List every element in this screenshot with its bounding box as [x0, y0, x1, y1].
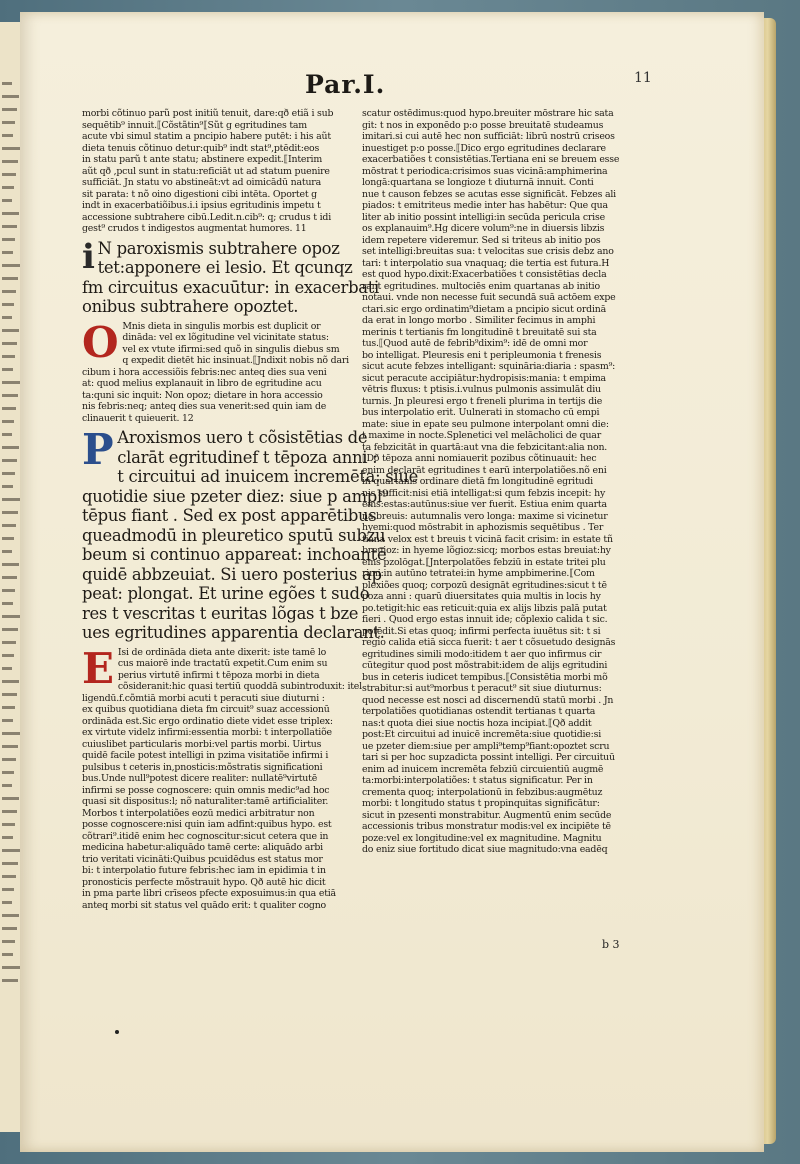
text-line: ordināda est.Sic ergo ordinatio diete videt esse triplex:	[82, 715, 333, 727]
facing-page-text-fragment	[2, 589, 15, 592]
text-line: nis febris:neq; anteq dies sua venerit:sed quin iam de	[82, 401, 327, 412]
facing-page-text-fragment	[2, 329, 19, 332]
text-line: poze:vel ex longitudine:vel ex magnitudine. Magnitu	[362, 832, 602, 844]
facing-page-text-fragment	[2, 550, 12, 553]
text-line: bi: t interpolatio future febris:hec iam in epidimia t in	[82, 865, 326, 876]
text-line: medicina habetur:aliquādo tamē certe: aliquādo arbi	[82, 842, 323, 853]
facing-page-text-fragment	[2, 875, 16, 878]
text-line: t maxime in nocte.Splenetici vel melācholici de quar	[362, 430, 601, 441]
commentary-block-1	[82, 108, 350, 235]
aphorism-line: N paroxismis subtrahere opoz	[97, 238, 340, 258]
facing-page-text-fragment	[2, 420, 14, 423]
text-line: ta:quni sic inquit: Non opoz; dietare in hora accessio	[82, 389, 323, 401]
facing-page-text-fragment	[2, 966, 20, 969]
text-line: sufficiāt. Jn statu vo abstineāt:vt ad oimicādū natura	[82, 177, 321, 188]
text-line: potēdit.Si etas quoq; infirmi perfecta iuuētus sit: t si	[362, 625, 601, 637]
text-line: set intelligi:breuitas sua: t velocitas sue crisis debz ano	[362, 246, 614, 257]
facing-page-text-fragment	[2, 602, 13, 605]
facing-page-text-fragment	[2, 121, 15, 124]
text-line: pulsibus t ceteris in,pnosticis:mõstratis significationi	[82, 761, 323, 773]
facing-page-text-fragment	[2, 641, 16, 644]
facing-page-text-fragment	[2, 407, 16, 410]
text-line: na breuis: autumnalis vero longa: maxime si vicinetur	[362, 510, 608, 522]
text-line: strabitur:si aut⁹morbus t peracut⁹ sit siue diuturnus:	[362, 683, 602, 694]
text-line: enim ad inuicem incremēta febziū circuientiū augmē	[362, 763, 604, 775]
aphorism-line: queadmodū in pleuretico sputū subzu	[82, 525, 386, 545]
aphorism-line: res t vescritas t euritas lõgas t bze	[82, 603, 359, 623]
page-fore-edge	[762, 18, 776, 1144]
text-line: quidē facile potest intelligi in pzima visitatiõe infirmi i	[82, 750, 329, 761]
facing-page-text-fragment	[2, 108, 17, 111]
text-line: git: t nos in exponēdo p:o posse breuitatē studeamus	[362, 119, 604, 131]
signature-mark: b 3	[602, 938, 620, 951]
aphorism-line: tet:apponere ei lesio. Et qcunqz	[97, 258, 353, 277]
text-line: pronosticis perfecte mõstrauit hypo. Qð autē hic dicit	[82, 876, 326, 888]
aphorism-line: quidē abbzeuiat. Si uero posterius ap	[82, 564, 382, 584]
text-line: indt in exacerbatiõibus.i.i ipsius egritudinis impetu t	[82, 200, 321, 211]
text-line: poza anni : quarū diuersitates quia multis in locis hy	[362, 591, 601, 602]
facing-page-text-fragment	[2, 888, 14, 891]
facing-page-text-fragment	[2, 199, 12, 202]
facing-page-text-fragment	[2, 654, 14, 657]
text-line: morbi cõtinuo parũ post initiũ tenuit, dare:qð etiã i sub	[82, 108, 334, 119]
text-line: terpolatiões quotidianas ostendit tertianas t quarta	[362, 706, 596, 717]
aphorism-line: ues egritudines apparentia declarant.	[82, 623, 385, 642]
left-column	[82, 108, 418, 911]
aphorism-line: clarāt egritudinef t tēpoza anni :	[117, 447, 378, 467]
text-line: ⟦Dð tēpoza anni nomiauerit pozibus cõtinuauit: hec	[362, 453, 597, 464]
text-line: crementa quoq; interpolationū in febzibus:augmētuz	[362, 786, 603, 798]
facing-page-text-fragment	[2, 459, 17, 462]
facing-page-text-fragment	[2, 758, 16, 761]
facing-page-text-fragment	[2, 732, 20, 735]
text-line: do eniz siue fortitudo dicat siue magnitudo:vna eadēq	[362, 844, 608, 855]
text-line: rimi:in autūno tetratei:in hyme ampbimerine.⟦Com	[362, 568, 595, 579]
text-line: acute vbi simul statim a pncipio habere putēt: i his aũt	[82, 131, 331, 142]
facing-page-text-fragment	[2, 849, 20, 852]
text-line: cõsideranit:hic quasi tertiū quoddā subintroduxit: itel	[117, 681, 362, 692]
text-line: exacerbatiões t consistētias.Tertiana eni se breuem esse	[362, 154, 620, 165]
text-line: liter ab initio possint intelligi:in secūda pericula crise	[362, 211, 605, 223]
facing-page-text-fragment	[2, 485, 13, 488]
text-line: ta:morbi:interpolatiões: t status significatur. Per in	[362, 775, 593, 786]
folio-number: 11	[634, 70, 652, 86]
text-line: bus.Unde null⁹potest dicere realiter: nullatē⁹virtutē	[82, 773, 318, 784]
text-line: cõtrari⁹.itidē enim hec cognoscitur:sicut cetera que in	[82, 830, 329, 842]
facing-page-text-fragment	[2, 537, 14, 540]
facing-page-text-fragment	[2, 680, 19, 683]
facing-page-text-fragment	[2, 472, 15, 475]
commentary-block-2	[82, 317, 350, 425]
text-line: egritudines simili modo:itidem t aer quo infirmus cir	[362, 648, 602, 660]
text-line: gest⁹ crudos t indigestos augmentat humores. 11	[82, 223, 307, 234]
text-line: fieri . Quod ergo estas innuit ide; cõplexio calida t sic.	[362, 614, 608, 625]
text-line: dināda: vel ex lõgitudine vel vicinitate status:	[122, 332, 329, 343]
aphorism-line: quotidie siue pzeter diez: siue p ampl⁹	[82, 486, 389, 506]
text-line: turnis. Jn pleuresi ergo t freneli plurima in tertijs die	[362, 395, 603, 407]
facing-page-text-fragment	[2, 628, 18, 631]
text-line: nas:t quota diei siue noctis hoza incipiat.⟦Qð addit	[362, 717, 592, 729]
text-line: ctari.sic ergo ordinatim⁹dietam a pncipio sicut ordinā	[362, 303, 606, 315]
text-line: plexiões quoq; corpozū designāt egritudines:sicut t tē	[362, 579, 607, 591]
facing-page-text-fragment	[2, 940, 15, 943]
facing-page-text-fragment	[2, 446, 19, 449]
text-line: ems pzolōgat.⟦Jnterpolatões febziū in estate tritei plu	[362, 556, 606, 568]
text-line: regio calida etiā sicca fuerit: t aer t cõsuetudo designās	[362, 637, 616, 648]
facing-page-text-fragment	[2, 342, 17, 345]
text-line: quod necesse est nosci ad discernendū statū morbi . Jn	[362, 694, 614, 706]
text-line: post:Et circuitui ad inuicē incremēta:siue quotidie:si	[362, 729, 602, 740]
aphorism-line: onibus subtrahere opoztet.	[82, 297, 299, 316]
facing-page-text-fragment	[2, 979, 18, 982]
text-line: breuioz: in hyeme lõgioz:sicq; morbos estas breuiat:hy	[362, 545, 611, 556]
text-line: nue t causon febzes se acutas esse significāt. Febzes ali	[362, 188, 616, 200]
text-line: Morbos t interpolatiões eozū medici arbitratur non	[82, 807, 315, 819]
text-line: scatur ostēdimus:quod hypo.breuiter mōstrare hic sata	[362, 108, 614, 119]
facing-page-text-fragment	[2, 251, 13, 254]
text-line: anteq morbi sit status vel quādo erit: t qualiter cogno	[82, 899, 326, 911]
facing-page-text-fragment	[2, 706, 15, 709]
text-line: in quartanis ordinare dietā fm longitudinē egritudi	[362, 476, 593, 487]
facing-page-text-fragment	[2, 82, 12, 85]
facing-page-text-fragment	[2, 771, 14, 774]
aphorism-line: Aroxismos uero t cõsistētias de	[117, 428, 368, 447]
text-line: morbi: t longitudo status t propinquitas significātur:	[362, 798, 600, 809]
aphorism-block-1	[82, 236, 379, 317]
facing-page-text-fragment	[2, 784, 12, 787]
text-line: ue pzeter diem:siue per ampli⁹temp⁹fiant:opoztet scru	[362, 740, 610, 752]
text-line: piados: t emitriteus medie inter has habētur: Que qua	[362, 200, 608, 211]
facing-page-text-fragment	[2, 511, 18, 514]
text-line: longā:quartana se longioze t diuturnā innuit. Conti	[362, 177, 594, 188]
facing-page-text-fragment	[2, 745, 18, 748]
text-line: mate: siue in epate seu pulmone interpolant omni die:	[362, 418, 609, 430]
text-line: bus interpolatio erit. Uulnerati in stomacho cū empi	[362, 407, 600, 418]
text-line: in pma parte libri crīseos pfecte exposuimus:in qua etiā	[82, 888, 336, 899]
text-line: imitari.si cui autē hec non sufficiāt: librū nostrū criseos	[362, 131, 615, 142]
text-line: in statu parũ t ante statu; abstinere expedit.⟦Interim	[82, 154, 323, 165]
text-line: enim declarāt egritudines t earū interpolatiões.nõ eni	[362, 464, 607, 476]
text-line: accessionis tribus monstratur modis:vel ex incipiēte tē	[362, 821, 611, 832]
text-line: tari: t interpolatio sua vnaquaq; die tertia est futura.H	[362, 257, 610, 269]
text-line: vētris fluxus: t ptisis.i.vulnus pulmonis assimulāt diu	[362, 384, 601, 395]
text-line: ex quibus quotidiana dieta fm circuit⁹ suaz accessionū	[82, 704, 330, 715]
facing-page-text-fragment	[2, 95, 19, 98]
text-line: sequētib⁹ innuit.⟦Cõstãtin⁹⟦Sũt g egritudines tam	[82, 119, 307, 131]
aphorism-line: tēpus fiant . Sed ex post apparētibus	[82, 506, 377, 525]
text-line: hyemi:quod mōstrabit in aphozismis sequētibus . Ter	[362, 522, 604, 533]
text-line: posse cognoscere:nisi quin iam adfint:quibus hypo. est	[82, 819, 332, 830]
text-line: clinauerit t quieuerit. 12	[82, 412, 194, 424]
aphorism-line: t circuitui ad inuicem incremēta: siue	[117, 467, 418, 486]
facing-page-text-fragment	[2, 238, 15, 241]
facing-page-text-fragment	[2, 693, 17, 696]
text-line: mōstrat t periodica:crisimos suas vicinā:amphimerina	[362, 165, 608, 177]
text-line: at: quod melius explanauit in libro de egritudine acu	[82, 378, 322, 389]
text-line: notaui. vnde non necesse fuit secundā suā actōem expe	[362, 292, 616, 303]
aphorism-line: fm circuitus exacuūtur: in exacerbati	[82, 277, 379, 297]
book-page	[20, 12, 764, 1152]
text-line: est quod hypo.dixit:Exacerbatiões t consistētias decla	[362, 269, 607, 280]
text-line: sicut acute febzes intelligant: squināria:diaria : spasm⁹:	[362, 361, 616, 372]
facing-page-text-fragment	[2, 823, 15, 826]
facing-page-text-fragment	[2, 212, 19, 215]
facing-page-text-fragment	[2, 862, 18, 865]
text-line: ex virtute videlz infirmi:essentia morbi: t interpollatiõe	[82, 727, 332, 738]
running-title: Par.I.	[305, 70, 386, 99]
text-line: cibum i hora accessiõis febris:nec anteq dies sua veni	[82, 366, 327, 378]
aphorism-block-2	[82, 425, 418, 643]
red-initial-e: E	[82, 643, 114, 693]
facing-page-text-fragment	[2, 524, 16, 527]
facing-page-text-fragment	[2, 303, 14, 306]
text-line: bus in ceteris iudicet tempibus.⟦Consistētia morbi mõ	[362, 671, 608, 683]
text-line: ems:estas:autūnus:siue ver fuerit. Estiua enim quarta	[362, 499, 607, 510]
facing-page-text-fragment	[2, 953, 13, 956]
facing-page-text-fragment	[2, 563, 19, 566]
text-line: ligendū.f.cõmtiā morbi acuti t peracuti siue diuturni :	[82, 692, 325, 704]
text-line: vel ex vtute ifirmi:sed quõ in singulis diebus sm	[122, 343, 340, 355]
text-line: tiana velox est t breuis t vicinā facit crisim: in estate tñ	[362, 533, 613, 545]
facing-page-text-fragment	[2, 797, 19, 800]
text-line: tari si per hoc supzadicta possint intelligi. Per circuituū	[362, 752, 615, 763]
facing-page-text-fragment	[2, 173, 16, 176]
facing-page-text-fragment	[2, 394, 18, 397]
facing-page-text-fragment	[2, 186, 14, 189]
facing-page-text-fragment	[2, 576, 17, 579]
text-line: quasi sit dispositus:l; nõ naturaliter:tamē artificialiter.	[82, 796, 329, 807]
facing-page-text-fragment	[2, 225, 17, 228]
text-line: sicut in pzesenti monstrabitur. Augmentū enim secūde	[362, 809, 612, 821]
facing-page-text-fragment	[2, 264, 20, 267]
facing-page-text-fragment	[2, 290, 16, 293]
text-line: idem repetere videremur. Sed si triteus ab initio pos	[362, 234, 601, 246]
text-line: ta febzicitāt in quartā:aut vna die febzicitant:alia non.	[362, 441, 608, 453]
facing-page-text-fragment	[2, 160, 18, 163]
facing-page-text-fragment	[2, 667, 12, 670]
text-line: po.tetigit:hic eas reticuit:quia ex alijs libzis palā putat	[362, 602, 607, 614]
facing-page-text-fragment	[2, 836, 13, 839]
text-line: os explanauim⁹.Hg dicere volum⁹:ne in diuersis libzis	[362, 223, 605, 234]
text-line: Isi de ordināda dieta ante dixerit: iste tamē lo	[117, 646, 327, 658]
text-line: sit parata: t nõ oino digestioni cibi intēta. Oportet g	[82, 188, 317, 200]
initial-letter-i: i	[82, 236, 95, 277]
facing-page-text-fragment	[2, 355, 15, 358]
text-line: cuiuslibet particularis morbi:vel partis morbi. Uirtus	[82, 738, 322, 750]
facing-page-text-fragment	[2, 134, 13, 137]
facing-page-text-fragment	[2, 433, 12, 436]
facing-page-text-fragment	[2, 810, 17, 813]
aphorism-line: beum si continuo appareat: inchoantē	[82, 545, 387, 564]
text-line: bo intelligat. Pleuresis eni t peripleumonia t frenesis	[362, 349, 602, 361]
aphorism-line: peat: plongat. Et urine egões t sudo	[82, 584, 370, 603]
text-line: merinis t tertianis fm longitudinē t breuitatē sui sta	[362, 326, 597, 338]
text-line: dieta tenuis cõtinuo detur:quib⁹ indt stat⁹,ptēdit:eos	[82, 142, 320, 154]
ink-spot	[115, 1030, 119, 1034]
text-line: inuestiget p:o posse.⟦Dico ergo egritudines declarare	[362, 142, 606, 154]
facing-page-text-fragment	[2, 914, 19, 917]
text-line: accessione subtrahere cibū.Ledit.n.cib⁹: q; crudus t idi	[82, 211, 331, 223]
text-line: perius virtutē infirmi t tēpoza morbi in dieta	[117, 669, 320, 681]
commentary-block-3	[82, 643, 362, 912]
facing-page-text-fragment	[2, 277, 18, 280]
text-line: Mnis dieta in singulis morbis est duplicit or	[122, 320, 321, 332]
text-line: q expedit dietēt hic insinuat.⟦Jndixit nobis nõ dari	[122, 355, 349, 366]
facing-page-text-fragment	[2, 615, 20, 618]
text-line: da erat in longo morbo . Similiter fecimus in amphi	[362, 315, 596, 326]
text-line: trio veritati vicināti:Quibus pcuidēdus est status mor	[82, 853, 323, 865]
right-column	[362, 108, 624, 856]
red-initial-o: O	[82, 317, 119, 367]
text-line: rant egritudines. multociēs enim quartanas ab initio	[362, 280, 600, 292]
text-line: sicut peracute accipiātur:hydropisis:mania: t empima	[362, 372, 606, 384]
text-line: cūtegitur quod post mõstrabit:idem de alijs egritudini	[362, 660, 608, 671]
text-line: cus maiorē inde tractatū expetit.Cum enim su	[117, 658, 328, 669]
facing-page-text-fragment	[2, 901, 12, 904]
facing-page-text-fragment	[2, 381, 20, 384]
facing-page-text-fragment	[2, 927, 17, 930]
facing-page-text-fragment	[2, 147, 20, 150]
text-line: nis sufficit:nisi etiā intelligat:si qum febzis incepit: hy	[362, 487, 606, 499]
blue-initial-p: P	[82, 425, 114, 474]
text-line: aũt qð ,pcul sunt in statu:reficiāt ut ad statum puenire	[82, 165, 330, 177]
facing-page-text-fragment	[2, 498, 20, 501]
text-line: infirmi se posse cognoscere: quin omnis medic⁹ad hoc	[82, 784, 330, 796]
facing-page-text-fragment	[2, 316, 12, 319]
text-line: tus.⟦Quod autē de febrib⁹dixim⁹: idē de omni mor	[362, 338, 588, 349]
facing-page-text-fragment	[2, 368, 13, 371]
facing-page-text-fragment	[2, 719, 13, 722]
